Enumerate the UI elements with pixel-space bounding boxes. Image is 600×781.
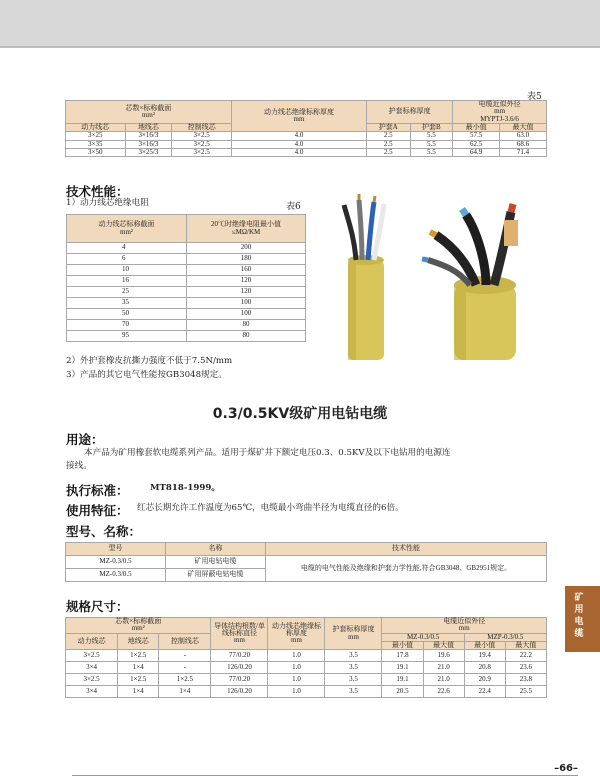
usage-text-1: 本产品为矿用橡套软电缆系列产品。适用于煤矿井下额定电压0.3、0.5KV及以下电钻用的电源连 <box>84 448 451 458</box>
cell: 64.9 <box>453 149 500 157</box>
cell: 3×50 <box>66 149 126 157</box>
cell: 3×16/3 <box>125 140 172 148</box>
footer-line <box>72 775 578 776</box>
cell: 19.6 <box>423 650 464 662</box>
t5-h-od: 电缆近似外径 mm MYPTJ-3.6/6 <box>453 101 547 124</box>
cell: 57.5 <box>453 132 500 140</box>
t6-h-section: 动力线芯标称截面 mm² <box>67 215 187 243</box>
cell: 77/0.20 <box>211 650 268 662</box>
table-row <box>67 309 306 320</box>
cell: 4.0 <box>231 132 366 140</box>
cell: 35 <box>67 298 187 309</box>
spec-col: 控制线芯 <box>159 633 211 650</box>
cell: 20.8 <box>464 662 505 674</box>
cell: 120 <box>187 287 306 298</box>
cell: 95 <box>67 331 187 342</box>
cable-photo <box>326 190 548 362</box>
table-row <box>66 686 547 698</box>
feature-value: 红芯长期允许工作温度为65℃，电缆最小弯曲半径为电缆直径的6倍。 <box>137 503 404 513</box>
cell: 25 <box>67 287 187 298</box>
cell: 17.8 <box>382 650 423 662</box>
table-row <box>66 674 547 686</box>
product-title: 0.3/0.5KV级矿用电钻电缆 <box>212 406 388 422</box>
spec-model-2: MZP-0.3/0.5 <box>464 633 546 641</box>
cell: 3×4 <box>66 662 118 674</box>
cell: 126/0.20 <box>211 686 268 698</box>
t5-col: 护套A <box>367 124 410 132</box>
cell: 5.5 <box>410 140 453 148</box>
table-row <box>67 320 306 331</box>
cell: 22.6 <box>423 686 464 698</box>
header-divider <box>0 46 600 48</box>
tech-heading: 技术性能： <box>66 184 129 199</box>
cell: 100 <box>187 309 306 320</box>
spec-col: 最小值 <box>382 642 423 650</box>
t5-col: 最小值 <box>453 124 500 132</box>
tech-item-2: 2）外护套橡皮抗撕力强度不低于7.5N/mm <box>66 356 233 366</box>
cell: 1×2.5 <box>118 674 159 686</box>
standard-value: MT818-1999。 <box>150 483 220 493</box>
t5-col: 护套B <box>410 124 453 132</box>
table-row <box>67 254 306 265</box>
cell: 3.5 <box>325 650 382 662</box>
model-col: 技术性能 <box>266 543 547 556</box>
cell: 160 <box>187 265 306 276</box>
table-row <box>66 149 547 157</box>
cell: 25.5 <box>505 686 546 698</box>
cell: 23.6 <box>505 662 546 674</box>
t6-h-resistance: 20℃时绝缘电阻最小值 ≤MΩ/KM <box>187 215 306 243</box>
spec-h-core: 芯数×标称截面 mm² <box>66 618 211 634</box>
table-row <box>67 287 306 298</box>
cell: 1.0 <box>268 674 325 686</box>
t5-col: 动力线芯 <box>66 124 126 132</box>
cell: 4 <box>67 243 187 254</box>
cell: 80 <box>187 320 306 331</box>
side-tab-label: 矿用电缆 <box>574 593 584 639</box>
cell: 21.0 <box>423 674 464 686</box>
cell: 2.5 <box>367 132 410 140</box>
table6-label: 表6 <box>286 202 301 212</box>
cell: 1×2.5 <box>118 650 159 662</box>
cell: 19.4 <box>464 650 505 662</box>
cell: 120 <box>187 276 306 287</box>
spec-h-od: 电缆近似外径 mm <box>382 618 547 634</box>
spec-col: 最大值 <box>505 642 546 650</box>
cell: 3×25/3 <box>125 149 172 157</box>
model-heading: 型号、名称： <box>66 524 142 539</box>
spec-h-sheath: 护套标称厚度 mm <box>325 618 382 650</box>
t5-h-core: 芯数×标称截面 mm² <box>66 101 232 124</box>
spec-table <box>65 617 547 698</box>
spec-col: 动力线芯 <box>66 633 118 650</box>
cell: 22.2 <box>505 650 546 662</box>
page-number: –66– <box>554 763 578 774</box>
cell: 1.0 <box>268 686 325 698</box>
cell: 3×25 <box>66 132 126 140</box>
cell: 4.0 <box>231 140 366 148</box>
cell: 3.5 <box>325 686 382 698</box>
spec-model-1: MZ-0.3/0.5 <box>382 633 464 641</box>
table5 <box>65 100 547 157</box>
cell: 矿用电钻电缆 <box>166 556 266 569</box>
t5-col: 地线芯 <box>125 124 172 132</box>
model-table <box>65 542 547 582</box>
cell: - <box>159 662 211 674</box>
table-row <box>67 243 306 254</box>
tech-item-1: 1）动力线芯绝缘电阻 <box>66 198 149 208</box>
cell: 19.1 <box>382 674 423 686</box>
cell: 3×2.5 <box>172 149 232 157</box>
cell: 23.8 <box>505 674 546 686</box>
cell: 2.5 <box>367 140 410 148</box>
spec-col: 最大值 <box>423 642 464 650</box>
model-perf: 电缆的电气性能及绝缘和护套力学性能,符合GB3048、GB2951规定。 <box>266 556 547 582</box>
usage-text-2: 接线。 <box>66 461 92 471</box>
usage-heading: 用途： <box>66 432 104 447</box>
cell: MZ-0.3/0.5 <box>66 569 166 582</box>
table-row <box>67 276 306 287</box>
cell: 3×2.5 <box>172 140 232 148</box>
cell: 3.5 <box>325 674 382 686</box>
cell: 21.0 <box>423 662 464 674</box>
cell: 3×2.5 <box>66 650 118 662</box>
t5-h-sheath: 护套标称厚度 <box>367 101 453 124</box>
t5-col: 最大值 <box>500 124 547 132</box>
cell: 22.4 <box>464 686 505 698</box>
table-row <box>67 331 306 342</box>
spec-h-cond: 导体结构根数/单线标称直径 mm <box>211 618 268 650</box>
cell: 1×4 <box>159 686 211 698</box>
cell: - <box>159 650 211 662</box>
cell: 4.0 <box>231 149 366 157</box>
cell: 3×16/3 <box>125 132 172 140</box>
model-col: 名称 <box>166 543 266 556</box>
cell: 19.1 <box>382 662 423 674</box>
spec-col: 最小值 <box>464 642 505 650</box>
table6 <box>66 214 306 342</box>
cell: 1×4 <box>118 662 159 674</box>
table-row <box>67 298 306 309</box>
table5-label: 表5 <box>527 92 542 102</box>
cell: 71.4 <box>500 149 547 157</box>
cell: 3×2.5 <box>66 674 118 686</box>
cell: 68.6 <box>500 140 547 148</box>
cell: 1×4 <box>118 686 159 698</box>
cell: 77/0.20 <box>211 674 268 686</box>
cell: 5.5 <box>410 132 453 140</box>
cell: 3×2.5 <box>172 132 232 140</box>
table-row <box>66 132 547 140</box>
cell: 16 <box>67 276 187 287</box>
cell: 20.9 <box>464 674 505 686</box>
cell: 63.0 <box>500 132 547 140</box>
cell: 62.5 <box>453 140 500 148</box>
cell: 3×35 <box>66 140 126 148</box>
table-row <box>66 650 547 662</box>
cell: MZ-0.3/0.5 <box>66 556 166 569</box>
cell: 126/0.20 <box>211 662 268 674</box>
cell: 1.0 <box>268 650 325 662</box>
cell: 2.5 <box>367 149 410 157</box>
cell: 6 <box>67 254 187 265</box>
cell: 1×2.5 <box>159 674 211 686</box>
table-row <box>67 265 306 276</box>
feature-heading: 使用特征： <box>66 503 129 518</box>
tech-item-3: 3）产品的其它电气性能按GB3048规定。 <box>66 370 227 380</box>
t5-col: 控制线芯 <box>172 124 232 132</box>
cell: 矿用屏蔽电钻电缆 <box>166 569 266 582</box>
header-band <box>0 0 600 46</box>
cell: 1.0 <box>268 662 325 674</box>
cell: 200 <box>187 243 306 254</box>
cell: 3×4 <box>66 686 118 698</box>
standard-heading: 执行标准： <box>66 483 129 498</box>
cell: 70 <box>67 320 187 331</box>
cell: 20.5 <box>382 686 423 698</box>
spec-h-ins: 动力线芯绝缘标称厚度 mm <box>268 618 325 650</box>
cell: 80 <box>187 331 306 342</box>
cell: 5.5 <box>410 149 453 157</box>
cell: 50 <box>67 309 187 320</box>
cell: 10 <box>67 265 187 276</box>
table-row <box>66 556 547 569</box>
cell: 100 <box>187 298 306 309</box>
spec-heading: 规格尺寸： <box>66 599 129 614</box>
cell: 180 <box>187 254 306 265</box>
table-row <box>66 662 547 674</box>
cell: 3.5 <box>325 662 382 674</box>
t5-h-ins: 动力线芯绝缘标称厚度 mm <box>231 101 366 132</box>
spec-col: 地线芯 <box>118 633 159 650</box>
side-section-tab <box>565 586 600 652</box>
model-col: 型号 <box>66 543 166 556</box>
